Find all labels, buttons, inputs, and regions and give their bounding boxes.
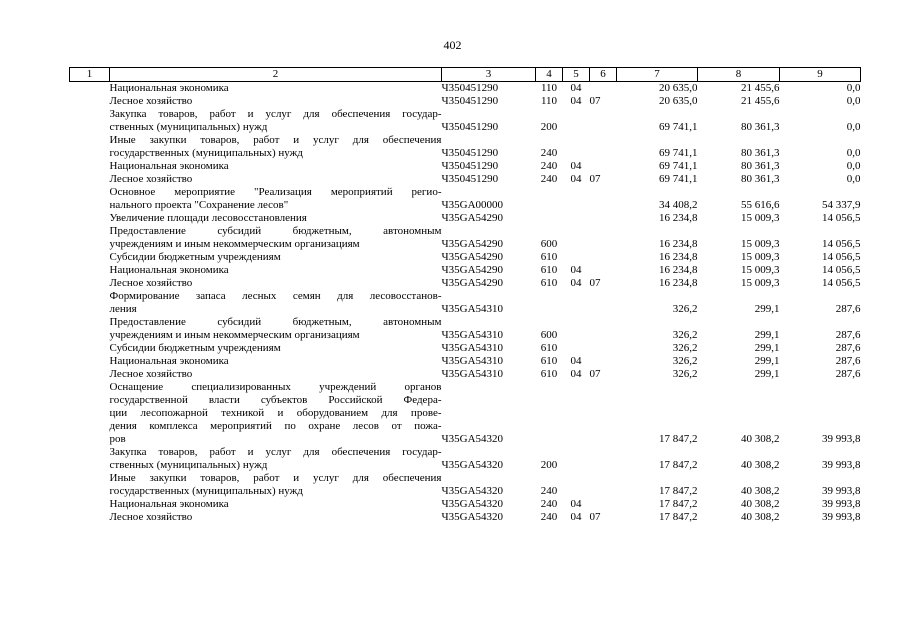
target-code-cell: Ч35GA54290 [441, 251, 504, 263]
expense-type-cell: 610 [540, 251, 558, 263]
subsection-cell [590, 316, 617, 342]
col-1-cell [70, 498, 110, 511]
target-code-cell: Ч350451290 [441, 173, 499, 185]
description-cell [110, 186, 442, 212]
table-row [70, 342, 861, 355]
description-line: Иные закупки товаров, работ и услуг для обеспечения [109, 134, 442, 146]
subsection-cell [590, 264, 617, 277]
header-col-4: 4 [536, 68, 563, 82]
target-code-cell: Ч35GA54310 [441, 329, 504, 341]
expense-type-cell: 240 [540, 147, 558, 159]
description-line: ственных (муниципальных) нужд [109, 121, 268, 133]
table-row [70, 277, 861, 290]
description-line: Лесное хозяйство [109, 277, 193, 289]
target-code-cell: Ч35GA54310 [441, 342, 504, 354]
target-code-cell: Ч35GA54290 [441, 264, 504, 276]
amount-col-9-cell: 0,0 [846, 147, 861, 159]
table-row [70, 108, 861, 134]
table-row [70, 82, 861, 96]
table-row [70, 212, 861, 225]
subsection-cell [590, 82, 617, 96]
table-row [70, 381, 861, 446]
expense-type-cell: 240 [540, 160, 558, 172]
col-1-cell [70, 290, 110, 316]
description-line: Формирование запаса лесных семян для лесовосстанов- [109, 290, 442, 302]
amount-col-8-cell: 40 308,2 [741, 459, 780, 471]
expense-type-cell: 610 [540, 277, 558, 289]
target-code-cell: Ч35GA54320 [441, 433, 504, 445]
description-cell [110, 225, 442, 251]
subsection-cell [590, 498, 617, 511]
section-cell [563, 381, 590, 446]
expense-type-cell: 200 [540, 121, 558, 133]
header-col-5: 5 [563, 68, 590, 82]
subsection-cell [590, 381, 617, 446]
amount-col-7-cell: 326,2 [672, 342, 698, 354]
amount-col-7-cell: 69 741,1 [659, 160, 698, 172]
amount-col-7-cell: 34 408,2 [659, 199, 698, 211]
target-code-cell: Ч350451290 [441, 95, 499, 107]
col-1-cell [70, 160, 110, 173]
description-cell [110, 355, 442, 368]
target-code-cell: Ч35GA54320 [441, 459, 504, 471]
target-code-cell: Ч35GA54290 [441, 212, 504, 224]
expense-type-cell: 200 [540, 459, 558, 471]
table-row [70, 173, 861, 186]
description-cell [110, 316, 442, 342]
expense-type-cell: 240 [540, 498, 558, 510]
description-cell [110, 251, 442, 264]
header-col-3: 3 [442, 68, 536, 82]
amount-col-8-cell: 299,1 [754, 355, 780, 367]
table-row [70, 316, 861, 342]
table-row [70, 134, 861, 160]
description-line: учреждениям и иным некоммерческим организациям [109, 238, 360, 250]
amount-col-9-cell: 0,0 [846, 160, 861, 172]
table-row [70, 368, 861, 381]
amount-col-9-cell: 39 993,8 [822, 511, 861, 523]
amount-col-9-cell: 287,6 [835, 329, 861, 341]
amount-col-7-cell: 69 741,1 [659, 147, 698, 159]
target-code-cell: Ч350451290 [441, 160, 499, 172]
header-col-1: 1 [70, 68, 110, 82]
description-line: Субсидии бюджетным учреждениям [109, 342, 281, 354]
section-cell [563, 342, 590, 355]
description-cell [110, 95, 442, 108]
amount-col-9-cell: 0,0 [846, 95, 861, 107]
amount-col-8-cell: 21 455,6 [741, 82, 780, 94]
section-cell [563, 225, 590, 251]
description-cell [110, 368, 442, 381]
amount-col-9-cell: 0,0 [846, 173, 861, 185]
header-col-2: 2 [110, 68, 442, 82]
description-line: Закупка товаров, работ и услуг для обеспечения государ- [109, 108, 442, 120]
col-1-cell [70, 134, 110, 160]
subsection-cell [590, 251, 617, 264]
amount-col-9-cell: 287,6 [835, 368, 861, 380]
amount-col-9-cell: 14 056,5 [822, 251, 861, 263]
description-cell [110, 446, 442, 472]
description-line: ров [109, 433, 126, 445]
expense-type-cell: 610 [540, 264, 558, 276]
header-col-7: 7 [617, 68, 698, 82]
amount-col-9-cell: 54 337,9 [822, 199, 861, 211]
description-line: Увеличение площади лесовосстановления [109, 212, 307, 224]
description-cell [110, 498, 442, 511]
target-code-cell: Ч35GA54310 [441, 303, 504, 315]
subsection-cell: 07 [589, 173, 601, 185]
description-line: нального проекта "Сохранение лесов" [109, 199, 289, 211]
section-cell: 04 [570, 355, 582, 367]
description-cell [110, 381, 442, 446]
amount-col-7-cell: 17 847,2 [659, 511, 698, 523]
description-line: Лесное хозяйство [109, 173, 193, 185]
description-line: Национальная экономика [109, 160, 229, 172]
section-cell: 04 [570, 277, 582, 289]
amount-col-9-cell: 14 056,5 [822, 238, 861, 250]
expense-type-cell: 110 [540, 82, 558, 94]
amount-col-9-cell: 14 056,5 [822, 264, 861, 276]
amount-col-8-cell: 299,1 [754, 303, 780, 315]
subsection-cell: 07 [589, 95, 601, 107]
expense-type-cell: 610 [540, 368, 558, 380]
description-line: Предоставление субсидий бюджетным, автономным [109, 225, 442, 237]
subsection-cell [590, 290, 617, 316]
expense-type-cell [536, 290, 563, 316]
table-row [70, 472, 861, 498]
amount-col-9-cell: 0,0 [846, 82, 861, 94]
amount-col-9-cell: 14 056,5 [822, 277, 861, 289]
description-line: Субсидии бюджетным учреждениям [109, 251, 281, 263]
amount-col-9-cell: 287,6 [835, 355, 861, 367]
amount-col-8-cell: 299,1 [754, 342, 780, 354]
section-cell: 04 [570, 173, 582, 185]
target-code-cell: Ч35GA54320 [441, 485, 504, 497]
description-cell [110, 264, 442, 277]
expense-type-cell: 240 [540, 485, 558, 497]
target-code-cell: Ч350451290 [441, 82, 499, 94]
section-cell [563, 134, 590, 160]
description-cell [110, 134, 442, 160]
description-line: Национальная экономика [109, 264, 229, 276]
amount-col-8-cell: 80 361,3 [741, 173, 780, 185]
description-line: государственных (муниципальных) нужд [109, 485, 303, 497]
description-line: Лесное хозяйство [109, 95, 193, 107]
amount-col-9-cell: 39 993,8 [822, 485, 861, 497]
amount-col-8-cell: 40 308,2 [741, 511, 780, 523]
amount-col-7-cell: 17 847,2 [659, 498, 698, 510]
description-line: дения комплекса мероприятий по охране лесов от пожа- [109, 420, 442, 432]
description-line: Национальная экономика [109, 355, 229, 367]
description-line: Оснащение специализированных учреждений органов [109, 381, 442, 393]
col-1-cell [70, 342, 110, 355]
description-cell [110, 108, 442, 134]
amount-col-7-cell: 20 635,0 [659, 82, 698, 94]
subsection-cell [590, 472, 617, 498]
budget-table [69, 67, 861, 524]
amount-col-8-cell: 55 616,6 [741, 199, 780, 211]
amount-col-8-cell: 80 361,3 [741, 121, 780, 133]
subsection-cell [590, 446, 617, 472]
description-cell [110, 82, 442, 96]
amount-col-8-cell: 299,1 [754, 368, 780, 380]
subsection-cell [590, 160, 617, 173]
amount-col-7-cell: 69 741,1 [659, 121, 698, 133]
description-cell [110, 212, 442, 225]
amount-col-7-cell: 326,2 [672, 329, 698, 341]
amount-col-8-cell: 40 308,2 [741, 498, 780, 510]
amount-col-9-cell: 39 993,8 [822, 433, 861, 445]
section-cell: 04 [570, 511, 582, 523]
description-cell [110, 173, 442, 186]
description-cell [110, 511, 442, 524]
col-1-cell [70, 251, 110, 264]
subsection-cell [590, 108, 617, 134]
section-cell: 04 [570, 368, 582, 380]
amount-col-8-cell: 15 009,3 [741, 251, 780, 263]
amount-col-8-cell: 15 009,3 [741, 238, 780, 250]
target-code-cell: Ч35GA54320 [441, 511, 504, 523]
col-1-cell [70, 316, 110, 342]
amount-col-9-cell: 287,6 [835, 303, 861, 315]
amount-col-8-cell: 21 455,6 [741, 95, 780, 107]
amount-col-9-cell: 287,6 [835, 342, 861, 354]
target-code-cell: Ч35GA54290 [441, 277, 504, 289]
section-cell [563, 212, 590, 225]
col-1-cell [70, 264, 110, 277]
amount-col-7-cell: 16 234,8 [659, 277, 698, 289]
section-cell [563, 290, 590, 316]
subsection-cell [590, 342, 617, 355]
col-1-cell [70, 277, 110, 290]
subsection-cell: 07 [589, 368, 601, 380]
description-line: Основное мероприятие "Реализация мероприятий регио- [109, 186, 442, 198]
section-cell: 04 [570, 95, 582, 107]
table-body [70, 82, 861, 525]
amount-col-8-cell: 299,1 [754, 329, 780, 341]
amount-col-8-cell: 40 308,2 [741, 433, 780, 445]
table-row [70, 511, 861, 524]
expense-type-cell: 610 [540, 355, 558, 367]
target-code-cell: Ч35GA54290 [441, 238, 504, 250]
description-line: ции лесопожарной техникой и оборудованием для прове- [109, 407, 442, 419]
subsection-cell [590, 212, 617, 225]
description-line: государственной власти субъектов Российской Федера- [109, 394, 442, 406]
table-row [70, 446, 861, 472]
amount-col-7-cell: 69 741,1 [659, 173, 698, 185]
table-row [70, 251, 861, 264]
col-1-cell [70, 82, 110, 96]
header-row [70, 68, 861, 82]
page-number: 402 [443, 38, 462, 52]
table-row [70, 498, 861, 511]
description-line: ления [109, 303, 137, 315]
expense-type-cell: 610 [540, 342, 558, 354]
expense-type-cell [536, 212, 563, 225]
expense-type-cell: 600 [540, 329, 558, 341]
amount-col-9-cell: 0,0 [846, 121, 861, 133]
description-cell [110, 277, 442, 290]
amount-col-8-cell: 80 361,3 [741, 147, 780, 159]
amount-col-7-cell: 16 234,8 [659, 238, 698, 250]
col-1-cell [70, 225, 110, 251]
col-1-cell [70, 108, 110, 134]
amount-col-9-cell: 39 993,8 [822, 459, 861, 471]
amount-col-7-cell: 16 234,8 [659, 264, 698, 276]
description-cell [110, 342, 442, 355]
amount-col-8-cell: 15 009,3 [741, 264, 780, 276]
table-row [70, 186, 861, 212]
col-1-cell [70, 381, 110, 446]
col-1-cell [70, 173, 110, 186]
expense-type-cell [536, 186, 563, 212]
expense-type-cell [536, 381, 563, 446]
description-line: учреждениям и иным некоммерческим организациям [109, 329, 360, 341]
table-row [70, 95, 861, 108]
amount-col-9-cell: 14 056,5 [822, 212, 861, 224]
description-line: Лесное хозяйство [109, 511, 193, 523]
table-row [70, 264, 861, 277]
expense-type-cell: 600 [540, 238, 558, 250]
section-cell [563, 251, 590, 264]
target-code-cell: Ч350451290 [441, 121, 499, 133]
table-row [70, 355, 861, 368]
subsection-cell [590, 225, 617, 251]
target-code-cell: Ч35GA00000 [441, 199, 504, 211]
amount-col-7-cell: 16 234,8 [659, 251, 698, 263]
header-col-6: 6 [590, 68, 617, 82]
amount-col-7-cell: 16 234,8 [659, 212, 698, 224]
amount-col-9-cell: 39 993,8 [822, 498, 861, 510]
amount-col-7-cell: 326,2 [672, 303, 698, 315]
amount-col-7-cell: 20 635,0 [659, 95, 698, 107]
amount-col-8-cell: 15 009,3 [741, 277, 780, 289]
amount-col-7-cell: 17 847,2 [659, 433, 698, 445]
amount-col-7-cell: 326,2 [672, 355, 698, 367]
description-line: ственных (муниципальных) нужд [109, 459, 268, 471]
subsection-cell [590, 355, 617, 368]
table-row [70, 225, 861, 251]
col-1-cell [70, 186, 110, 212]
section-cell [563, 472, 590, 498]
expense-type-cell: 240 [540, 511, 558, 523]
amount-col-7-cell: 17 847,2 [659, 459, 698, 471]
target-code-cell: Ч35GA54310 [441, 355, 504, 367]
amount-col-7-cell: 17 847,2 [659, 485, 698, 497]
description-cell [110, 160, 442, 173]
subsection-cell: 07 [589, 277, 601, 289]
col-1-cell [70, 355, 110, 368]
description-line: Национальная экономика [109, 498, 229, 510]
header-col-8: 8 [698, 68, 780, 82]
col-1-cell [70, 472, 110, 498]
amount-col-8-cell: 15 009,3 [741, 212, 780, 224]
description-line: Лесное хозяйство [109, 368, 193, 380]
amount-col-7-cell: 326,2 [672, 368, 698, 380]
section-cell [563, 316, 590, 342]
header-col-9: 9 [780, 68, 861, 82]
description-line: государственных (муниципальных) нужд [109, 147, 303, 159]
target-code-cell: Ч35GA54310 [441, 368, 504, 380]
col-1-cell [70, 511, 110, 524]
description-line: Национальная экономика [109, 82, 229, 94]
table-row [70, 160, 861, 173]
description-line: Иные закупки товаров, работ и услуг для обеспечения [109, 472, 442, 484]
col-1-cell [70, 368, 110, 381]
target-code-cell: Ч350451290 [441, 147, 499, 159]
subsection-cell [590, 134, 617, 160]
subsection-cell [590, 186, 617, 212]
description-line: Предоставление субсидий бюджетным, автономным [109, 316, 442, 328]
expense-type-cell: 240 [540, 173, 558, 185]
target-code-cell: Ч35GA54320 [441, 498, 504, 510]
description-cell [110, 472, 442, 498]
col-1-cell [70, 95, 110, 108]
section-cell [563, 108, 590, 134]
col-1-cell [70, 212, 110, 225]
section-cell [563, 446, 590, 472]
section-cell: 04 [570, 498, 582, 510]
description-line: Закупка товаров, работ и услуг для обеспечения государ- [109, 446, 442, 458]
section-cell: 04 [570, 264, 582, 276]
section-cell: 04 [570, 160, 582, 172]
amount-col-8-cell: 80 361,3 [741, 160, 780, 172]
amount-col-8-cell: 40 308,2 [741, 485, 780, 497]
section-cell: 04 [570, 82, 582, 94]
section-cell [563, 186, 590, 212]
col-1-cell [70, 446, 110, 472]
table-row [70, 290, 861, 316]
expense-type-cell: 110 [540, 95, 558, 107]
description-cell [110, 290, 442, 316]
subsection-cell: 07 [589, 511, 601, 523]
